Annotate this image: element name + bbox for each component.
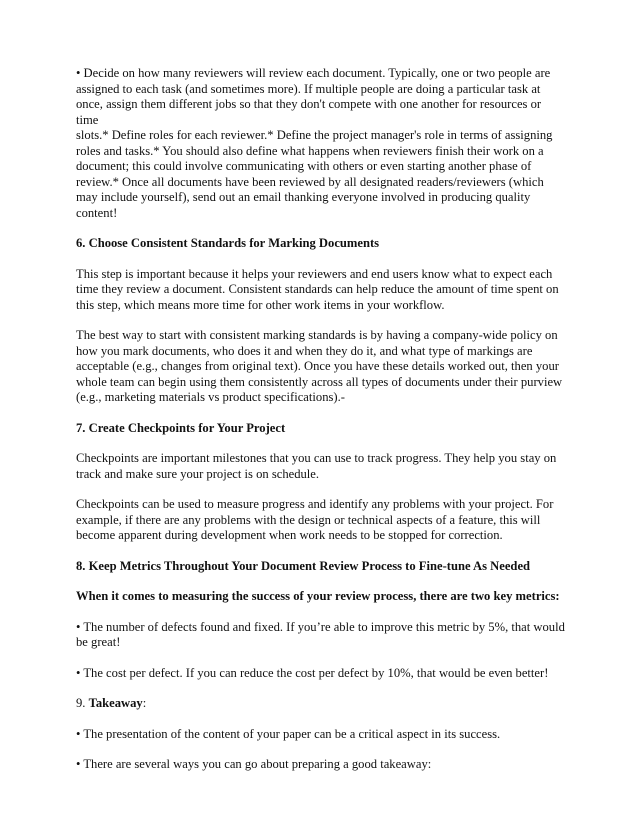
heading-metrics: 8. Keep Metrics Throughout Your Document Review Process to Fine-tune As Needed xyxy=(76,558,531,573)
document-page xyxy=(76,66,566,788)
heading-consistent-standards: 6. Choose Consistent Standards for Marking Documents xyxy=(76,236,380,250)
paragraph-standards-intro: This step is important because it helps your reviewers and end users know what to expect each time they review a document. Consistent standards can help reduce the amount of time spent on this step, which means more time for other work items in your workflow. xyxy=(76,266,559,312)
paragraph-ways: • There are several ways you can go about preparing a good takeaway: xyxy=(76,757,432,771)
paragraph-defects-metric: • The number of defects found and fixed. If you’re able to improve this metric by 5%, that would be great! xyxy=(76,619,565,649)
paragraph-checkpoints-usage: Checkpoints can be used to measure progress and identify any problems with your project. For example, if there are any problems with the design or technical aspects of a feature, this will become apparent during development when work needs to be stopped for correction. xyxy=(76,497,554,542)
paragraph-reviewers: • Decide on how many reviewers will review each document. Typically, one or two people are assigned to each task (and sometimes more). If multiple people are doing a particular task at once, assign them different jobs so that they don't compete with one another for resources or time slots.* Define roles for each reviewer.* Define the project manager's role in terms of assigning roles and tasks.* You should also define what happens when reviewers finish their work on a document; this could involve communicating with others or even starting another phase of review.* Once all documents have been reviewed by all designated readers/reviewers (which may include yourself), send out an email thanking everyone involved in producing quality content! xyxy=(76,66,553,220)
paragraph-cost-metric: • The cost per defect. If you can reduce the cost per defect by 10%, that would be even better! xyxy=(76,665,549,680)
takeaway-colon: : xyxy=(142,696,147,710)
heading-key-metrics: When it comes to measuring the success of your review process, there are two key metrics: xyxy=(76,589,560,603)
paragraph-checkpoints-intro: Checkpoints are important milestones that you can use to track progress. They help you stay on track and make sure your project is on schedule. xyxy=(76,451,557,481)
heading-takeaway xyxy=(76,696,566,712)
takeaway-label: Takeaway xyxy=(88,696,143,710)
heading-checkpoints: 7. Create Checkpoints for Your Project xyxy=(76,420,286,435)
takeaway-number: 9. xyxy=(76,696,89,710)
paragraph-standards-policy: The best way to start with consistent marking standards is by having a company-wide policy on how you mark documents, who does it and when they do it, and what type of markings are acceptable (e.g., changes from original text). Once you have these details worked out, then your whole team can begin using them consistently across all types of documents under their purview (e.g., marketing materials vs product specifications).- xyxy=(76,328,563,404)
paragraph-presentation: • The presentation of the content of your paper can be a critical aspect in its success. xyxy=(76,726,501,741)
